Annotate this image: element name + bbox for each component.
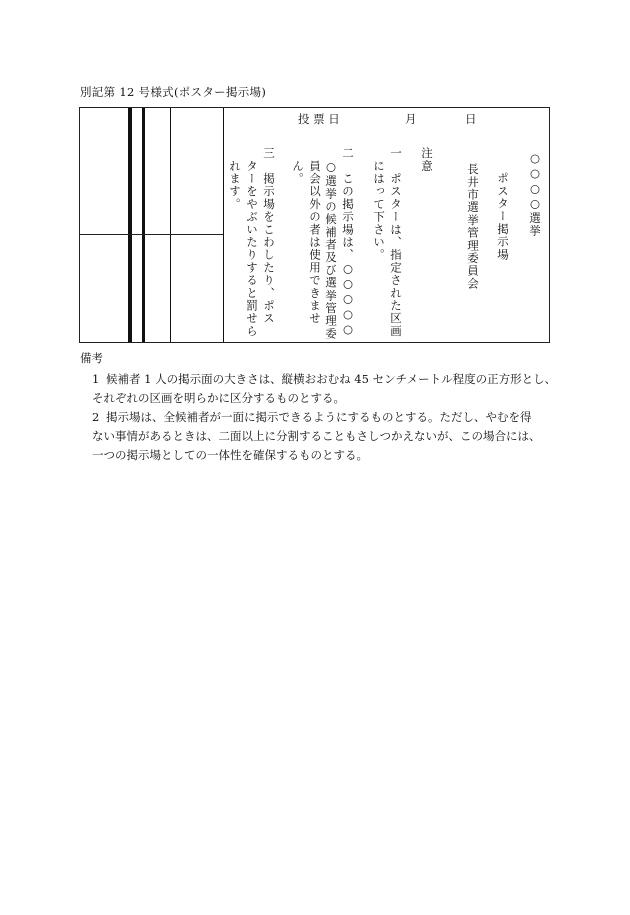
remark-2-line-1: 掲示場は、全候補者が一面に掲示できるようにするものとする。ただし、やむを得	[106, 410, 532, 424]
notice-panel-border	[223, 108, 224, 342]
notice-3-line-3: れます。	[228, 147, 242, 211]
notice-3-line-1: 三 掲示場をこわしたり、ポス	[262, 147, 276, 325]
remark-item-2	[92, 408, 562, 465]
month-label: 月	[405, 112, 417, 126]
notice-2-line-3: 員会以外の者は使用できませ	[308, 147, 322, 325]
notice-1-line-1: 一 ポスターは、指定された区画	[389, 147, 403, 338]
remarks-title: 備考	[80, 351, 103, 365]
day-label: 日	[465, 112, 477, 126]
form-title: 別記第 12 号様式(ポスター掲示場)	[80, 85, 267, 99]
remark-1-line-1: 候補者 1 人の掲示面の大きさは、縦横おおむね 45 センチメートル程度の正方形とし、	[106, 372, 557, 386]
date-label: 投 票 日	[298, 112, 340, 126]
divider-thick-right	[142, 108, 145, 342]
remark-2-line-2: ない事情があるときは、二面以上に分割することもさしつかえないが、この場合には、	[92, 429, 541, 443]
notice-2-line-4: ん。	[291, 147, 305, 186]
divider-thin	[170, 108, 171, 342]
notice-2-line-2: ○選挙の候補者及び選挙管理委	[324, 147, 338, 340]
notice-2-line-1: 二 この掲示場は、○○○○○	[341, 147, 355, 338]
remark-1-line-2: それぞれの区画を明らかに区分するものとする。	[92, 391, 345, 405]
notice-3-line-2: ターをやぶいたりすると罰せら	[245, 147, 259, 338]
notice-1-line-2: にはって下さい。	[372, 147, 386, 262]
remark-item-1	[92, 370, 562, 408]
divider-thick-left	[128, 108, 132, 342]
candidate-row-divider	[80, 234, 223, 235]
remark-2-line-3: 一つの掲示場としての一体性を確保するものとする。	[92, 448, 368, 462]
remark-2-number: 2	[92, 410, 100, 424]
notice-heading: 注意	[420, 147, 434, 173]
board-name: ポスター掲示場	[496, 172, 510, 261]
remark-1-number: 1	[92, 372, 100, 386]
election-name: ○○○○選挙	[528, 151, 542, 238]
committee-name: 長井市選挙管理委員会	[466, 163, 480, 290]
